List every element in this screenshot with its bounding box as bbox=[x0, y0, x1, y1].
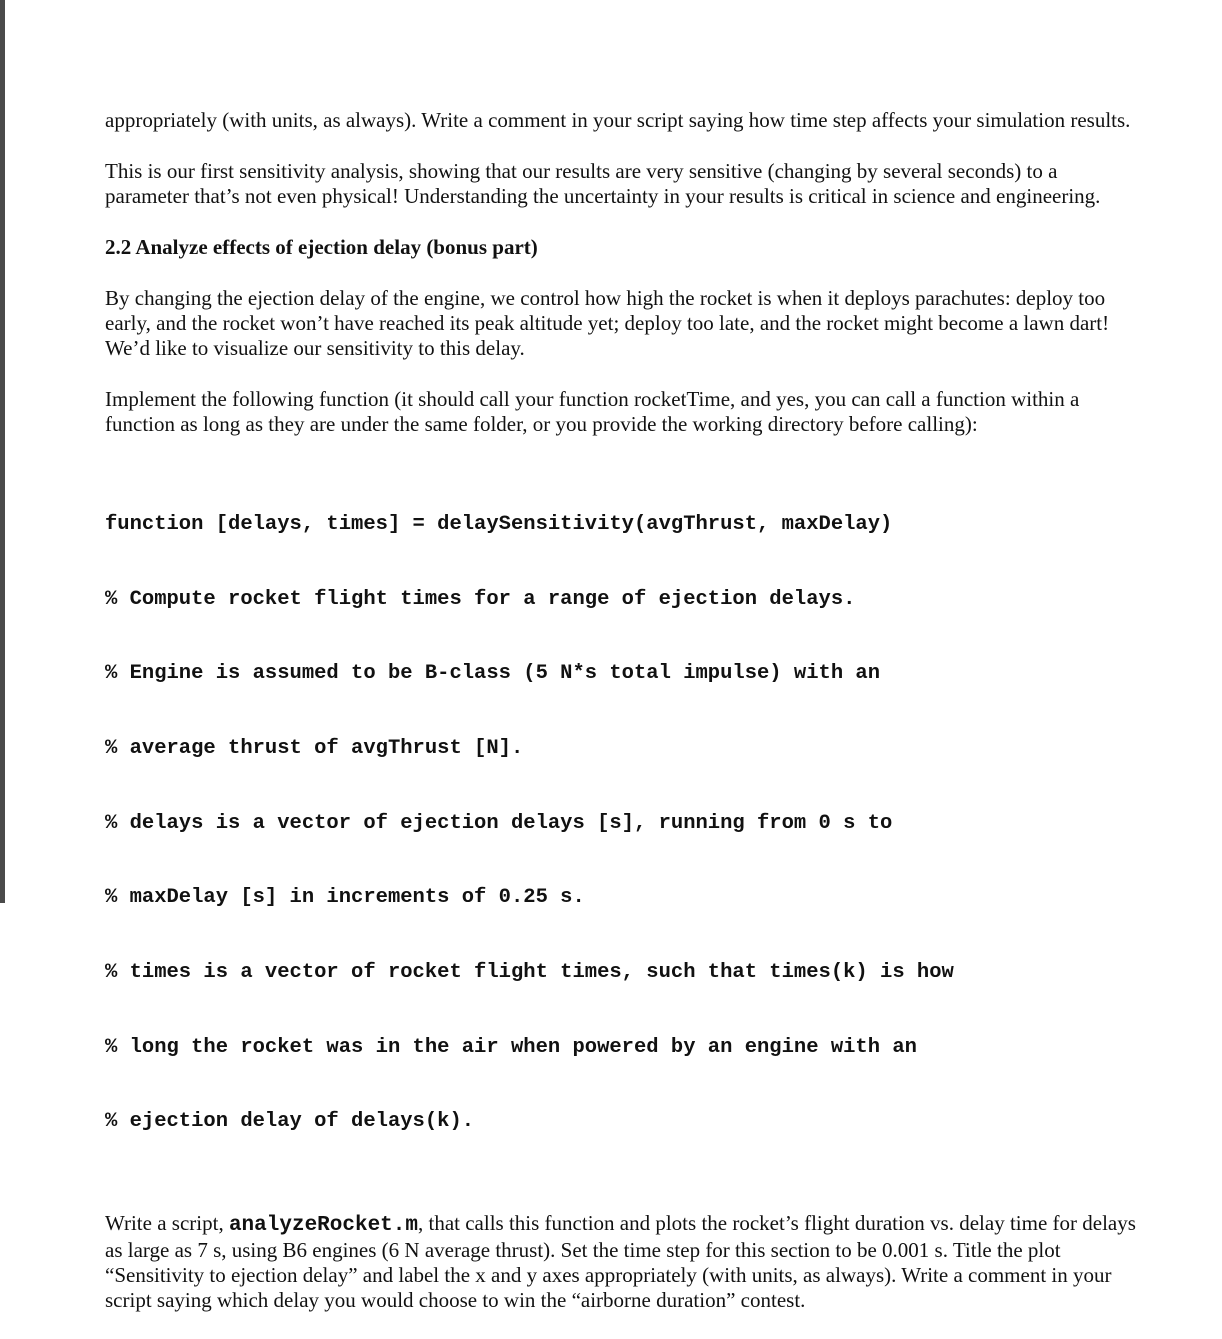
window-edge-bar bbox=[0, 0, 5, 903]
paragraph-write-script bbox=[105, 1211, 1145, 1313]
code-line: % average thrust of avgThrust [N]. bbox=[105, 736, 524, 760]
paragraph-implement-function: Implement the following function (it should call your function rocketTime, and yes, you can call a function within a function as long as they are under the same folder, or you provide the working directory before calling): bbox=[105, 387, 1080, 436]
code-line: % ejection delay of delays(k). bbox=[105, 1110, 475, 1134]
section-heading: 2.2 Analyze effects of ejection delay (bonus part) bbox=[105, 235, 538, 259]
code-line: function [delays, times] = delaySensitivity(avgThrust, maxDelay) bbox=[105, 512, 893, 536]
final-text-after: , that calls this function and plots the rocket’s flight duration vs. delay time for delays as large as 7 s, using B6 engines (6 N average thrust). Set the time step for this section to be 0.001 s. Title the plot “Sensitivity to ejection delay” and label the x and y axes appropriately (with units, as always). Write a comment in your script saying which delay you would choose to win the “airborne duration” contest. bbox=[105, 1211, 1136, 1313]
code-block bbox=[105, 463, 1145, 1185]
code-line: % delays is a vector of ejection delays [s], running from 0 s to bbox=[105, 811, 893, 835]
code-line: % long the rocket was in the air when powered by an engine with an bbox=[105, 1035, 917, 1059]
code-line: % Engine is assumed to be B-class (5 N*s total impulse) with an bbox=[105, 662, 881, 686]
paragraph-sensitivity-analysis: This is our first sensitivity analysis, showing that our results are very sensitive (changing by several seconds) to a parameter that’s not even physical! Understanding the uncertainty in your results is critical in science and engineering. bbox=[105, 159, 1101, 208]
paragraph-ejection-delay: By changing the ejection delay of the engine, we control how high the rocket is when it deploys parachutes: deploy too early, and the rocket won’t have reached its peak altitude yet; deploy too late, and the rocket might become a lawn dart! We’d like to visualize our sensitivity to this delay. bbox=[105, 286, 1110, 360]
final-text-before: Write a script, bbox=[105, 1211, 229, 1236]
document-page bbox=[105, 108, 1145, 1339]
script-filename: analyzeRocket.m bbox=[228, 1214, 418, 1238]
paragraph-time-step: appropriately (with units, as always). Write a comment in your script saying how time step affects your simulation results. bbox=[105, 108, 1131, 132]
code-line: % Compute rocket flight times for a range of ejection delays. bbox=[105, 587, 856, 611]
code-line: % times is a vector of rocket flight times, such that times(k) is how bbox=[105, 961, 954, 985]
code-line: % maxDelay [s] in increments of 0.25 s. bbox=[105, 886, 585, 910]
